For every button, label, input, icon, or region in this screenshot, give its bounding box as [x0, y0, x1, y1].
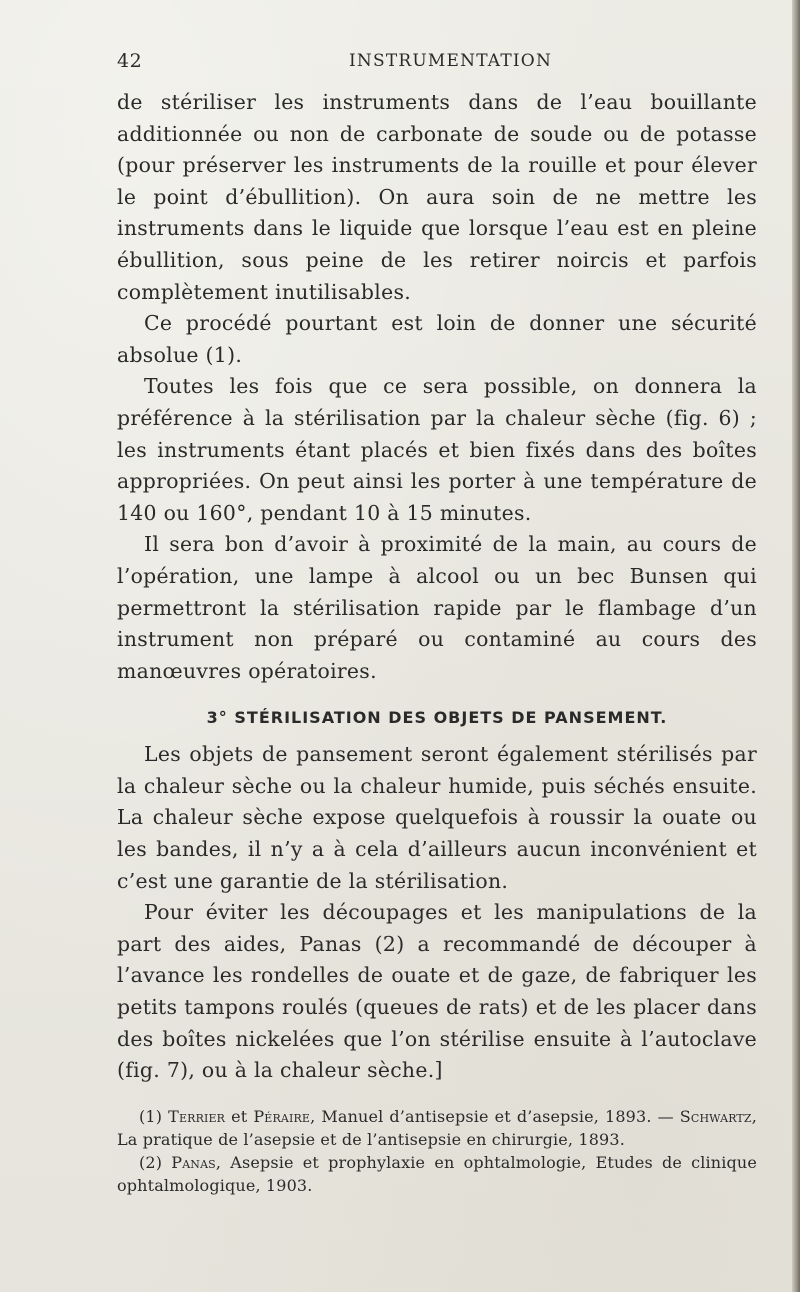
footnote-marker: (2)	[139, 1152, 163, 1172]
paragraph-panas: Pour éviter les découpages et les manipulations de la part des aides, Panas (2) a recommandé de découper à l’avance les rondelles de ouate et de gaze, de fabriquer les petits tampons roulés (queues de rats) et de les placer dans des boîtes nickelées que l’on stérilise ensuite à l’autoclave (fig. 7), ou à la chaleur sèche.]	[117, 900, 757, 1083]
running-title: INSTRUMENTATION	[349, 51, 553, 71]
footnote-connector: et	[231, 1106, 248, 1126]
paragraph-dry-heat: Toutes les fois que ce sera possible, on donnera la préférence à la stérilisation par la chaleur sèche (fig. 6) ; les instruments étant placés et bien fixés dans des boîtes appropriées. On peut ainsi les porter à une température de 140 ou 160°, pendant 10 à 15 minutes.	[117, 374, 757, 525]
footnote-author: Péraire	[253, 1106, 311, 1126]
paragraph-flambage: Il sera bon d’avoir à proximité de la main, au cours de l’opération, une lampe à alcool ou un bec Bunsen qui permettront la stérilisation rapide par le flambage d’un instrument non préparé ou contaminé au cours des manœuvres opératoires.	[117, 532, 757, 683]
footnote-author: Terrier	[168, 1106, 226, 1126]
paragraph-procedure-security: Ce procédé pourtant est loin de donner une sécurité absolue (1).	[117, 311, 757, 367]
page-number: 42	[117, 50, 143, 72]
section-heading: 3° STÉRILISATION DES OBJETS DE PANSEMENT.	[206, 708, 668, 728]
paragraph-continuation: de stériliser les instruments dans de l’eau bouillante additionnée ou non de carbonate de soude ou de potasse (pour préserver les instruments de la rouille et pour élever le point d’ébullition). On aura soin de ne mettre les instruments dans le liquide que lorsque l’eau est en pleine ébullition, sous peine de les retirer noircis et parfois complètement inutilisables.	[117, 90, 757, 304]
page-header	[117, 50, 757, 74]
footnote-text: , Asepsie et prophylaxie en ophtalmologie, Etudes de clinique ophtalmologique, 1903.	[117, 1152, 757, 1195]
body-text	[117, 87, 757, 1197]
footnote-2	[117, 1151, 757, 1197]
footnote-1	[117, 1105, 757, 1151]
footnote-marker: (1)	[139, 1106, 163, 1126]
page-edge-shadow	[792, 0, 800, 1292]
footnote-author: Panas	[171, 1152, 216, 1172]
paragraph-dressing-objects: Les objets de pansement seront également stérilisés par la chaleur sèche ou la chaleur humide, puis séchés ensuite. La chaleur sèche expose quelquefois à roussir la ouate ou les bandes, il n’y a à cela d’ailleurs aucun inconvénient et c’est une garantie de la stérilisation.	[117, 742, 757, 893]
footnote-author: Schwartz	[679, 1106, 752, 1126]
footnote-text: , Manuel d’antisepsie et d’asepsie, 1893. —	[310, 1106, 680, 1126]
footnotes	[117, 1105, 757, 1197]
footnote-text: , La pratique de l’asepsie et de l’antisepsie en chirurgie, 1893.	[117, 1106, 757, 1149]
